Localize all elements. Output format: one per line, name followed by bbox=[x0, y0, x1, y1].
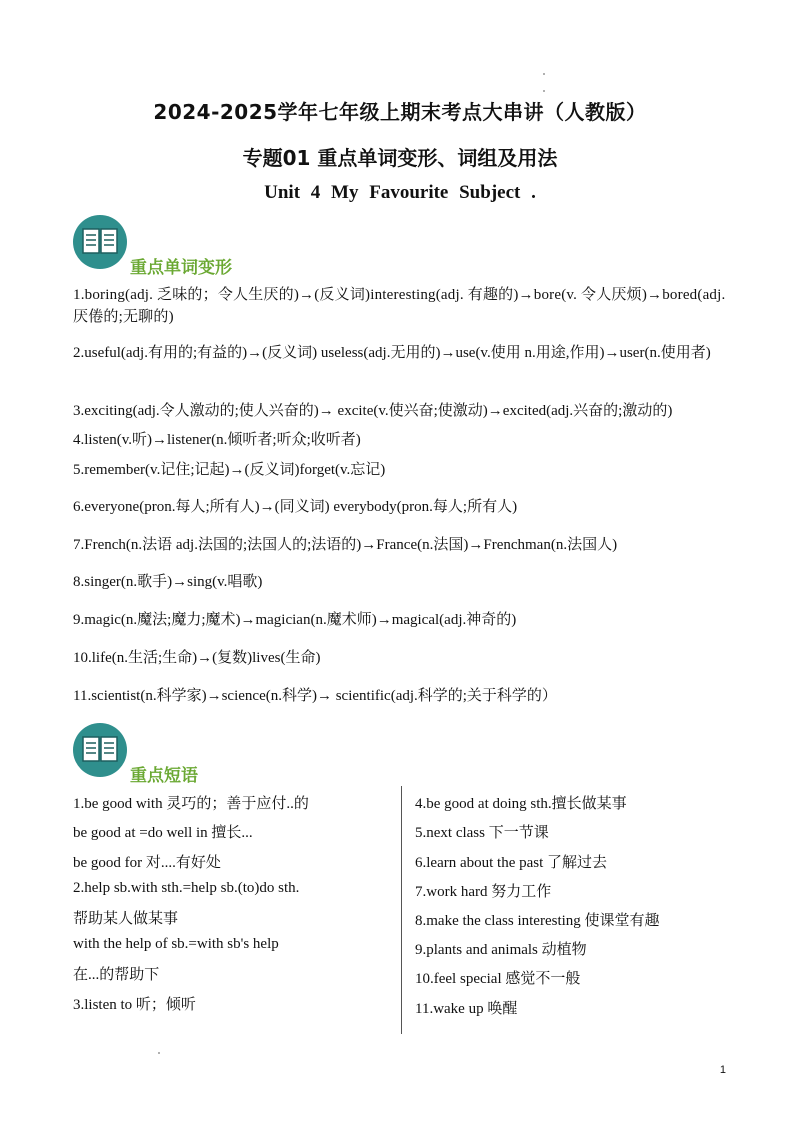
list-item: 11.scientist(n.科学家)→science(n.科学)→ scientific(adj.科学的;关于科学的） bbox=[73, 688, 557, 704]
phrase-item: 8.make the class interesting 使课堂有趣 bbox=[415, 913, 660, 929]
column-divider bbox=[401, 786, 402, 1034]
phrase-item: 5.next class 下一节课 bbox=[415, 825, 549, 841]
list-item: 5.remember(v.记住;记起)→(反义词)forget(v.忘记) bbox=[73, 462, 386, 478]
list-item: 1.boring(adj. 乏味的；令人生厌的)→(反义词)interesting(adj. 有趣的)→bore(v. 令人厌烦)→bored(adj.厌倦的;无聊的) bbox=[73, 287, 726, 325]
section-title-phrases: 重点短语 bbox=[130, 766, 198, 786]
page-number: 1 bbox=[719, 1064, 726, 1076]
book-icon bbox=[73, 215, 127, 269]
phrase-item: 帮助某人做某事 bbox=[73, 911, 179, 927]
scan-dot bbox=[543, 73, 545, 75]
phrase-item: 4.be good at doing sth.擅长做某事 bbox=[415, 796, 627, 812]
list-item: 6.everyone(pron.每人;所有人)→(同义词) everybody(pron.每人;所有人) bbox=[73, 499, 518, 515]
list-item: 8.singer(n.歌手)→sing(v.唱歌) bbox=[73, 574, 263, 590]
section-title-word-forms: 重点单词变形 bbox=[130, 258, 232, 278]
list-item: 3.exciting(adj.令人激动的;使人兴奋的)→ excite(v.使兴奋;使激动)→excited(adj.兴奋的;激动的) bbox=[73, 403, 673, 419]
scan-dot bbox=[543, 90, 545, 92]
phrase-item: 11.wake up 唤醒 bbox=[415, 1001, 518, 1017]
phrase-item: 10.feel special 感觉不一般 bbox=[415, 971, 581, 987]
scan-dot bbox=[158, 1052, 160, 1054]
phrase-item: 6.learn about the past 了解过去 bbox=[415, 855, 608, 871]
phrase-item: 9.plants and animals 动植物 bbox=[415, 942, 587, 958]
phrase-item: be good at =do well in 擅长... bbox=[73, 825, 253, 841]
list-item: 2.useful(adj.有用的;有益的)→(反义词) useless(adj.无用的)→use(v.使用 n.用途,作用)→user(n.使用者) bbox=[73, 345, 711, 361]
phrase-item: 1.be good with 灵巧的；善于应付..的 bbox=[73, 796, 309, 812]
phrase-item: be good for 对....有好处 bbox=[73, 855, 221, 871]
phrase-item: with the help of sb.=with sb's help bbox=[73, 936, 279, 952]
list-item: 4.listen(v.听)→listener(n.倾听者;听众;收听者) bbox=[73, 432, 361, 448]
document-subtitle: 专题01 重点单词变形、词组及用法 bbox=[242, 146, 558, 170]
phrase-item: 在...的帮助下 bbox=[73, 967, 160, 983]
book-icon bbox=[73, 723, 127, 777]
document-title: 2024-2025学年七年级上期末考点大串讲（人教版） bbox=[153, 100, 647, 124]
phrase-item: 3.listen to 听；倾听 bbox=[73, 997, 196, 1013]
list-item: 7.French(n.法语 adj.法国的;法国人的;法语的)→France(n.法国)→Frenchman(n.法国人) bbox=[73, 537, 618, 553]
phrase-item: 7.work hard 努力工作 bbox=[415, 884, 552, 900]
phrase-item: 2.help sb.with sth.=help sb.(to)do sth. bbox=[73, 880, 300, 896]
list-item: 10.life(n.生活;生命)→(复数)lives(生命) bbox=[73, 650, 321, 666]
list-item: 9.magic(n.魔法;魔力;魔术)→magician(n.魔术师)→magical(adj.神奇的) bbox=[73, 612, 517, 628]
unit-title: Unit 4 My Favourite Subject . bbox=[264, 182, 536, 203]
